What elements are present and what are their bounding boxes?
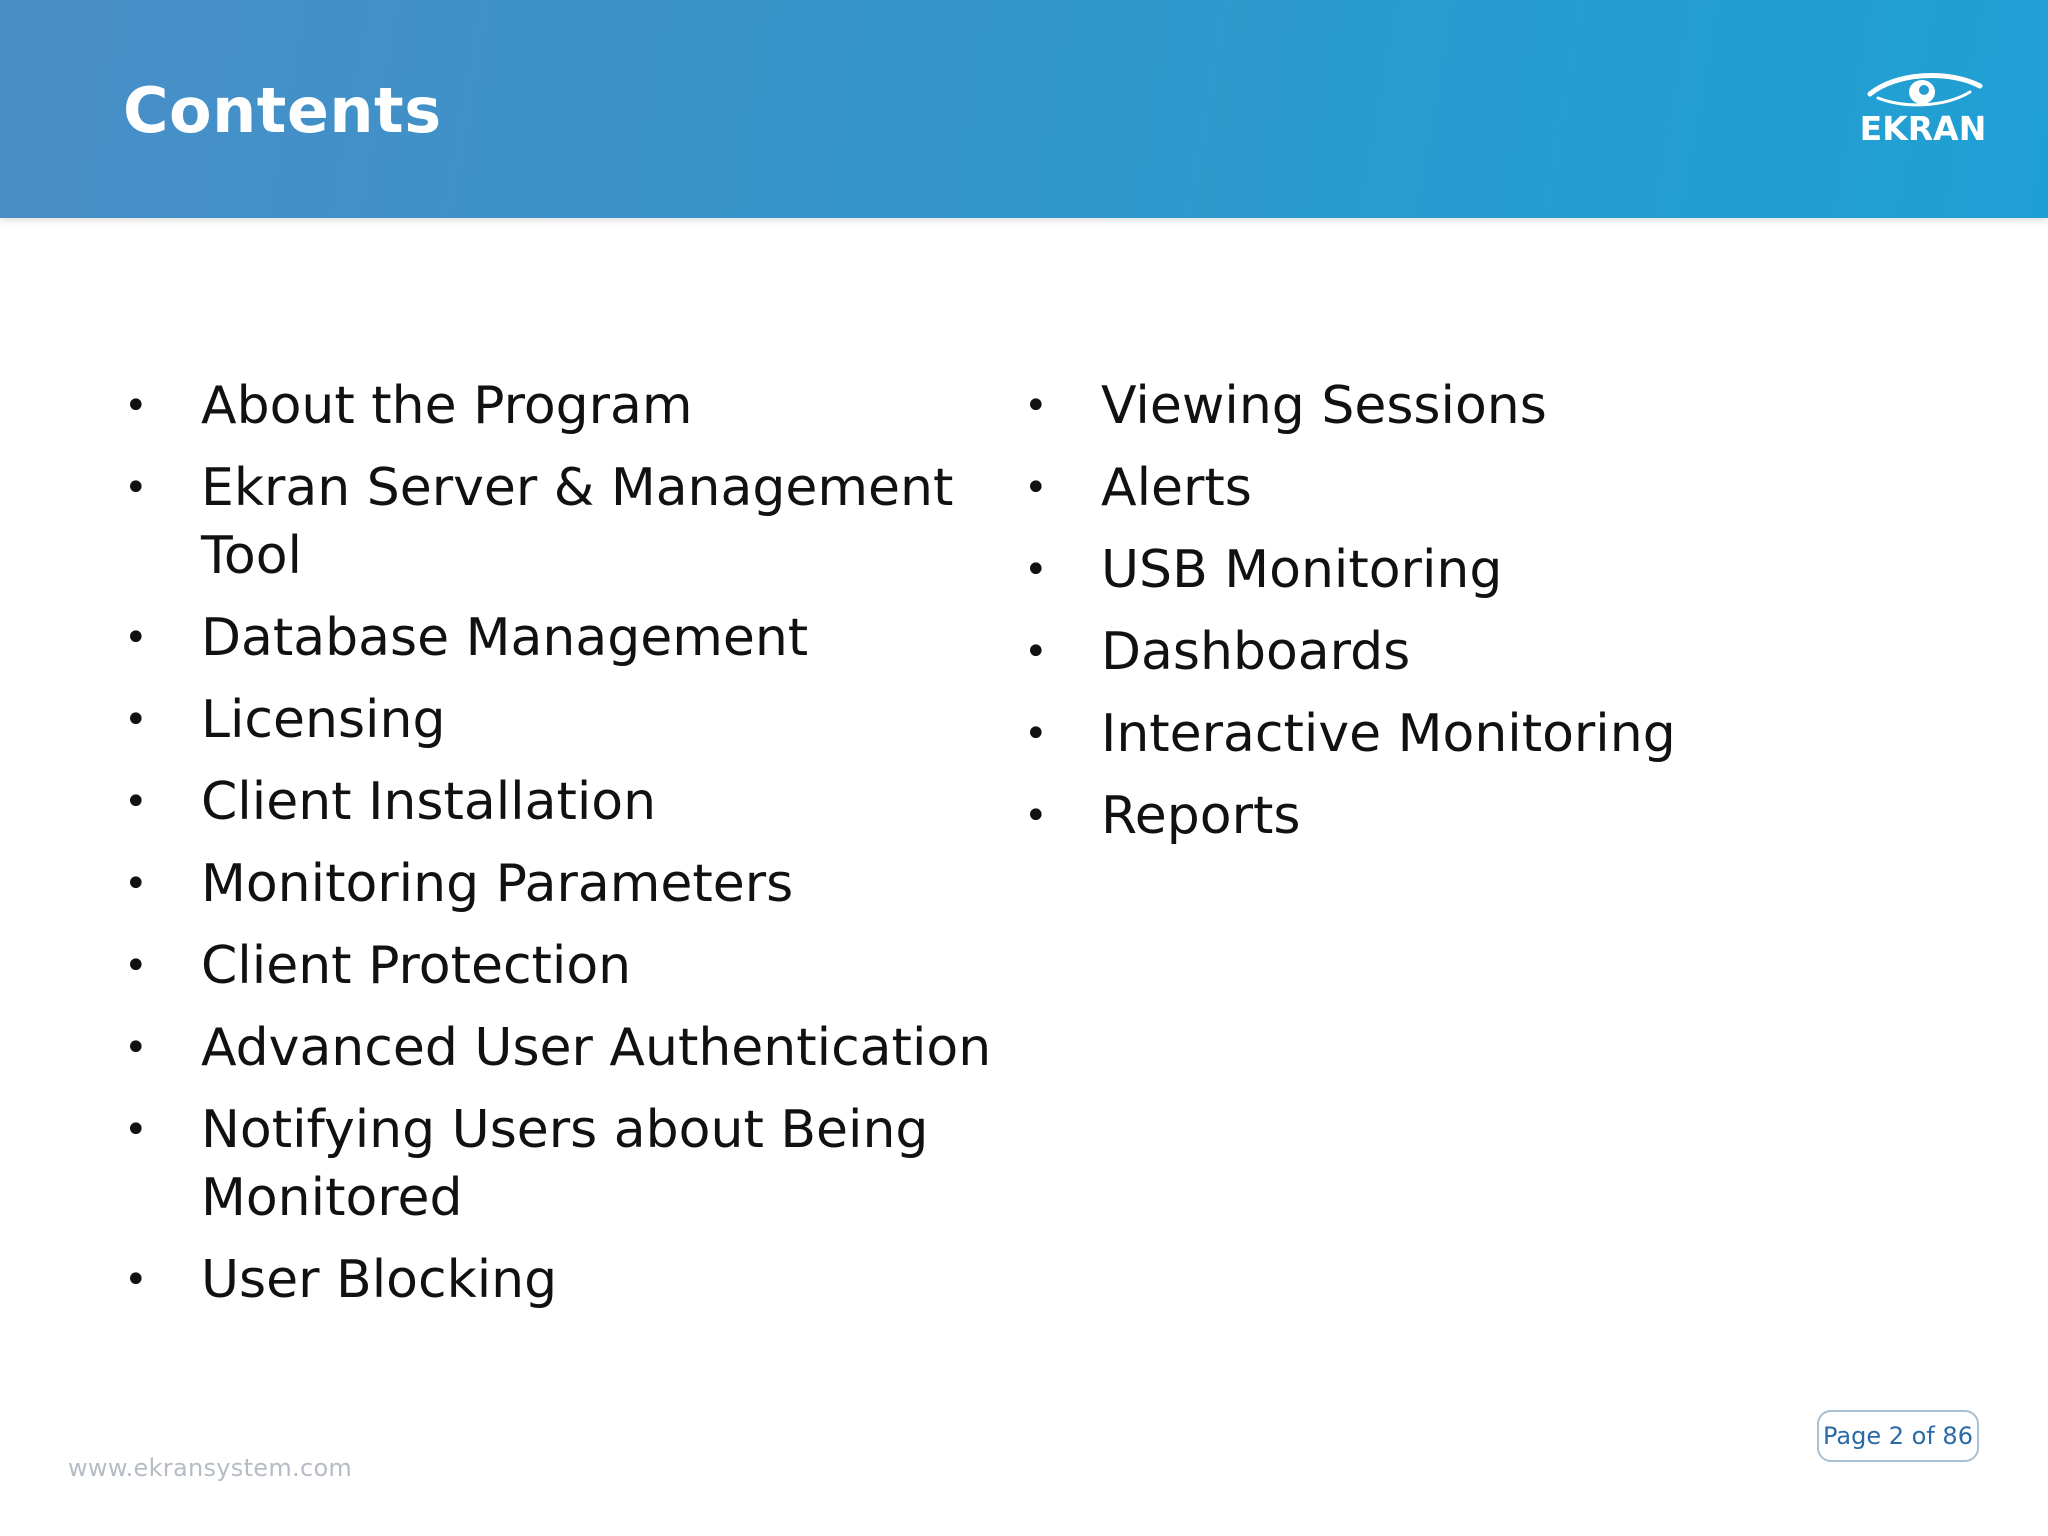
list-item — [120, 768, 1020, 836]
bullet-icon: • — [124, 697, 148, 743]
page-title: Contents — [123, 74, 442, 147]
bullet-icon: • — [124, 861, 148, 907]
list-item-label: Licensing — [201, 690, 446, 750]
bullet-icon: • — [1024, 547, 1048, 593]
list-item — [1020, 536, 1920, 604]
list-item-label: Reports — [1101, 786, 1301, 846]
list-item — [1020, 782, 1920, 850]
list-item-label: Client Protection — [201, 936, 632, 996]
list-item — [120, 372, 1020, 440]
list-item-label: Monitoring Parameters — [201, 854, 794, 914]
list-item-label: Alerts — [1101, 458, 1252, 518]
list-item — [1020, 372, 1920, 440]
list-item — [120, 454, 1021, 590]
bullet-icon: • — [1024, 793, 1048, 839]
bullet-icon: • — [124, 1257, 148, 1303]
bullet-icon: • — [1024, 629, 1048, 675]
bullet-icon: • — [124, 1025, 148, 1071]
list-item-label: Database Management — [201, 608, 809, 668]
contents-list-right — [1020, 372, 1920, 864]
list-item-label: Notifying Users about Being Monitored — [201, 1100, 929, 1228]
list-item — [120, 850, 1020, 918]
list-item — [1020, 700, 1920, 768]
list-item — [120, 604, 1020, 672]
footer-url: www.ekransystem.com — [68, 1454, 353, 1482]
list-item-label: USB Monitoring — [1101, 540, 1503, 600]
ekran-logo — [1858, 68, 1988, 158]
list-item-label: Interactive Monitoring — [1101, 704, 1676, 764]
list-item-label: Ekran Server & Management Tool — [201, 458, 954, 586]
list-item — [120, 1246, 1020, 1314]
bullet-icon: • — [124, 943, 148, 989]
page-number-badge: Page 2 of 86 — [1817, 1410, 1979, 1462]
list-item — [120, 1014, 1020, 1082]
list-item-label: Dashboards — [1101, 622, 1411, 682]
bullet-icon: • — [124, 1107, 148, 1153]
list-item — [1020, 454, 1920, 522]
bullet-icon: • — [124, 779, 148, 825]
bullet-icon: • — [1024, 383, 1048, 429]
list-item-label: Advanced User Authentication — [201, 1018, 992, 1078]
list-item — [120, 686, 1020, 754]
list-item-label: User Blocking — [201, 1250, 558, 1310]
eye-icon — [1858, 68, 1988, 112]
list-item — [120, 932, 1020, 1000]
list-item — [120, 1096, 1021, 1232]
list-item — [1020, 618, 1920, 686]
logo-text: EKRAN — [1859, 109, 1987, 148]
bullet-icon: • — [1024, 711, 1048, 757]
bullet-icon: • — [124, 615, 148, 661]
header-banner — [0, 0, 2048, 218]
list-item-label: About the Program — [201, 376, 693, 436]
bullet-icon: • — [124, 465, 148, 511]
list-item-label: Viewing Sessions — [1101, 376, 1547, 436]
list-item-label: Client Installation — [201, 772, 657, 832]
bullet-icon: • — [124, 383, 148, 429]
contents-list-left — [120, 372, 1020, 1328]
bullet-icon: • — [1024, 465, 1048, 511]
